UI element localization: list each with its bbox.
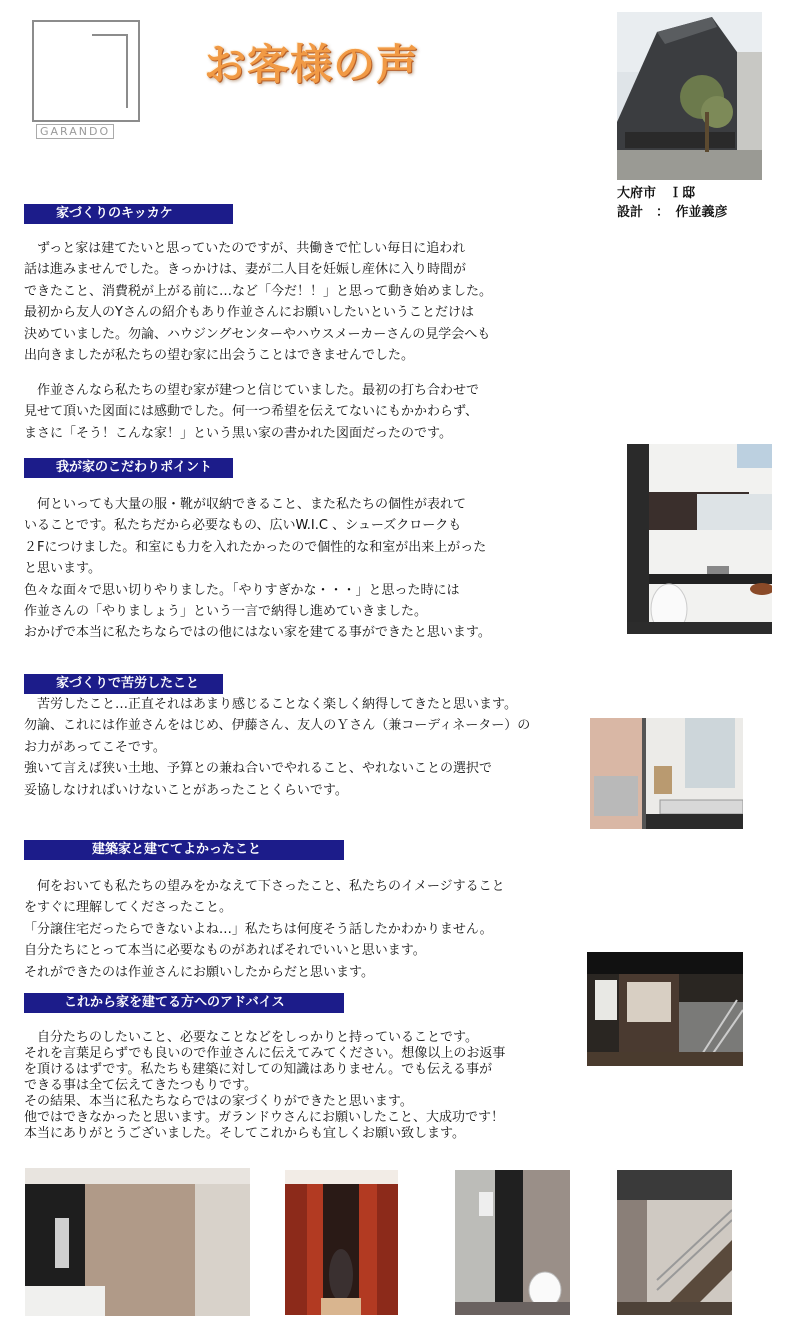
section-architect-benefits-paragraph: 何をおいても私たちの望みをかなえて下さったこと、私たちのイメージすること をすぐに理解してくださったこと。 「分譲住宅だったらできないよね…」私たちは何度そう話したかわかりません。 自分たちにとって本当に必要なものがあればそれでいいと思います。 それができたのは作並さんにお願いしたからだと思います。: [24, 879, 505, 980]
red-closet-photo: [285, 1170, 398, 1315]
section-heading-architect-benefits: 建築家と建ててよかったこと: [24, 840, 344, 860]
logo-mark: [92, 34, 128, 108]
exterior-photo: [617, 12, 762, 180]
section-hardships-paragraph: 苦労したこと…正直それはあまり感じることなく楽しく納得してきたと思います。 勿論、これには作並さんをはじめ、伊藤さん、友人のＹさん（兼コーディネーター）の お力があってこそです。 強いて言えば狭い土地、予算との兼ね合いでやれること、やれないことの選択で 妥協しなければいけないことがあったことくらいです。: [24, 697, 531, 798]
section-heading-hardships: 家づくりで苦労したこと: [24, 674, 223, 694]
garando-logo: [32, 20, 140, 140]
section-advice-paragraph: 自分たちのしたいこと、必要なことなどをしっかりと持っていることです。 それを言葉足らずでも良いので作並さんに伝えてみてください。想像以上のお返事 を頂けるはずです。私たちも建築に対しての知識はありません。でも伝える事が できる事は全て伝えてきたつもりです。 その結果、本当に私たちならではの家づくりができたと思います。 他ではできなかったと思います。ガランドウさんにお願いしたこと、大成功です！ 本当にありがとうございました。そしてこれからも宜しくお願い致します。: [24, 1030, 506, 1141]
section-heading-motivation: 家づくりのキッカケ: [24, 204, 233, 224]
bathroom-photo: [590, 718, 743, 829]
house-designer: 設計 ： 作並義彦: [617, 205, 728, 220]
page-title: お客様の声: [204, 40, 420, 89]
washroom-photo: [627, 444, 772, 634]
section-motivation-paragraph-2: 作並さんなら私たちの望む家が建つと信じていました。最初の打ち合わせで 見せて頂いた図面には感動でした。何一つ希望を伝えてないにもかかわらず、 まさに「そう！こんな家！」という黒い家の書かれた図面だったのです。: [24, 383, 480, 441]
living-stairs-photo: [587, 952, 743, 1066]
logo-text: GARANDO: [36, 124, 114, 139]
section-heading-advice: これから家を建てる方へのアドバイス: [24, 993, 344, 1013]
toilet-photo: [455, 1170, 570, 1315]
section-points-paragraph: 何といっても大量の服・靴が収納できること、また私たちの個性が表れて いることです。私たちだから必要なもの、広いW.I.C 、シューズクロークも ２Fにつけました。和室にも力を入れたかったので個性的な和室が出来上がった と思います。 色々な面々で思い切りやりました。「やりすぎかな・・・」と思った時には 作並さんの「やりましょう」という一言で納得し進めていきました。 おかげで本当に私たちならではの他にはない家を建てる事ができたと思います。: [24, 497, 491, 641]
staircase-photo: [617, 1170, 732, 1315]
entrance-hall-photo: [25, 1168, 250, 1316]
section-motivation-paragraph-1: ずっと家は建てたいと思っていたのですが、共働きで忙しい毎日に追われ 話は進みませんでした。きっかけは、妻が二人目を妊娠し産休に入り時間が できたこと、消費税が上がる前に…など「今だ！！」と思って動き始めました。 最初から友人のYさんの紹介もあり作並さんにお願いしたいということだけは 決めていました。勿論、ハウジングセンターやハウスメーカーさんの見学会へも 出向きましたが私たちの望む家に出会うことはできませんでした。: [24, 241, 493, 364]
house-city: 大府市 Ｉ邸: [617, 186, 696, 201]
section-heading-points: 我が家のこだわりポイント: [24, 458, 233, 478]
